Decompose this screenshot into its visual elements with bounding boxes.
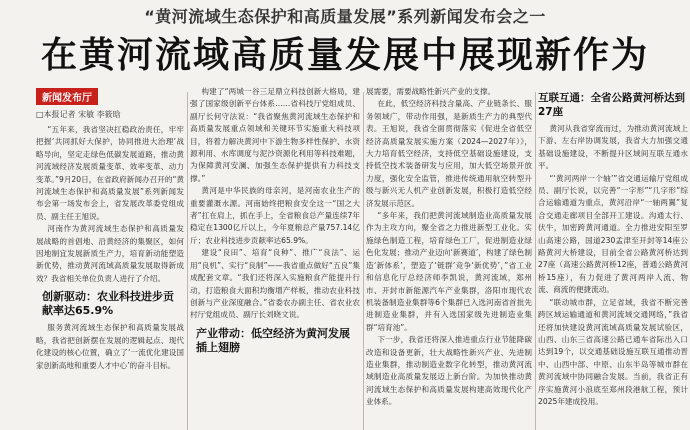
body-paragraph: “联动城市群，立足省域，我省不断完善跨区域运输通道和黄河流域交通网络，”我省还将加快建设黄河流域高质量发展试验区，山西、山东三省高速公路已通车省际出入口达到19个，以交通基础设施互联互通推动晋中、山西中部、中原、山东半岛等城市群在黄河流域中协同融合发展。当前，我省正有序实施黄河小浪底至郑州段港航工程，预计2025年建成投用。: [538, 297, 688, 406]
article-column-1: [36, 86, 184, 430]
article-column-2: [190, 86, 360, 430]
body-paragraph: 建设“良田”、培育“良种”、推广“良法”、运用“良机”、实行“良制”——我省重点做好“五良”集成配套文章。“我们还将深入实施粮食产能提升行动，打造粮食大面积均衡增产样板，推动农业科技创新与产业深度融合。”省委农办副主任、省农业农村厅党组成员、副厅长刘晓文说。: [190, 248, 360, 320]
article-kicker: “黄河流域生态保护和高质量发展”系列新闻发布会之一: [144, 7, 546, 26]
column-divider: [535, 92, 536, 430]
column-divider: [187, 92, 188, 430]
section-subhead: 互联互通：全省公路黄河桥达到27座: [538, 92, 685, 118]
body-paragraph: 河南作为黄河流域生态保护和高质量发展战略的首倡地、沿黄经济的集聚区，如何因地制宜发展新质生产力，培育新动能塑造新优势，推动黄河流域高质量发展取得新成效？我省相关单位负责人进行了介绍。: [36, 224, 184, 283]
section-badge: 新闻发布厅: [36, 88, 98, 105]
reporter-byline: □本报记者 宋敏 李筱晗: [36, 110, 121, 119]
body-paragraph: 构建了“两城一谷三足鼎立科技创新大格局，建强了国家级创新平台体系……省科技厅党组成员、副厅长何守法说：“我省聚焦黄河流域生态保护和高质量发展重点领域和关键环节实施重大科技项目，将着力解决黄河中下游生物多样性保护、水资源利用、水库调度与泥沙资源化利用等科技难题，为保障黄河安澜、加强生态保护提供有力科技支撑。”: [190, 87, 360, 183]
column-divider: [363, 92, 364, 430]
section-subhead: 创新驱动：农业科技进步贡献率达65.9%: [42, 290, 174, 318]
article-headline: 在黄河流域高质量发展中展现新作为: [40, 34, 649, 76]
section-subhead: 产业带动：低空经济为黄河发展插上翅膀: [196, 326, 350, 354]
body-paragraph: “‘黄河两岸一个轴’”省交通运输厅党组成员、副厅长说，以完善“一字形”“几字形”综合运输通道为重点，黄河沿岸“一轴两翼”复合交通走廊项目全部开工建设。沟通太行、伏牛，加密跨黄河通道。全力推进安阳至罗山高速公路，国道230孟津至开封等14座公路黄河大桥建设，目前全省公路黄河桥达到27座（高速公路黄河桥12座，普通公路黄河桥15座），有力促进了黄河两岸人流、物流、商流的便捷流动。: [538, 173, 688, 295]
body-paragraph: 黄河从我省穿流而过，为推动黄河流域上下游、左右岸协调发展，我省大力加强交通基础设施建设，不断提升区域间互联互通水平。: [538, 124, 688, 171]
body-paragraph: 服务黄河流域生态保护和高质量发展战略，我省把创新摆在发展的逻辑起点、现代化建设的核心位置，确立了‘一流优化建设国家创新高地和重要人才中心’的奋斗目标。: [36, 323, 184, 370]
body-paragraph: 展需要，需要战略性新兴产业的支撑。: [366, 87, 496, 96]
body-paragraph: “五年来，我省坚决扛稳政治责任，牢牢把握‘共同抓好大保护，协同推进大治理’战略导向，坚定走绿色低碳发展道路，推动黄河流域经济发展质量变革、效率变革、动力变革。”9月20日，在省政府新闻办召开的“黄河流域生态保护和高质量发展”系列新闻发布会第一场发布会上，省发展改革委党组成员、副主任王旭说。: [36, 125, 184, 221]
article-column-3: [366, 86, 532, 430]
body-paragraph: 在此，低空经济科技含量高、产业链条长、服务领域广，带动作用强，是新质生产力的典型代表。王旭说，我省全面贯彻落实《促进全省低空经济高质量发展实施方案（2024—2027年）》，大力培育低空经济，支持低空基础设施建设，支持低空技术装备研发与应用，加大低空场景开放力度，强化安全监管，推进传统通用航空转型升级与新兴无人机产业创新发展，积极打造低空经济发展示范区。: [366, 99, 532, 208]
article-column-4: [538, 86, 688, 430]
body-paragraph: “多年来，我们把黄河流域制造业高质量发展作为主攻方向，聚全省之力推进新型工业化。实施绿色制造工程，培育绿色工厂，促进制造业绿色化发展；推动产业迈向‘新赛道’，构建了绿色制造‘新体系’，塑造了‘链群’竞争‘新优势’，”省工业和信息化厅总经济师李凯说，黄河流域，郑州市、开封市新能源汽车产业集群，洛阳市现代农机装备制造业集群等6个集群已入选河南省首批先进制造业集群，并有入选国家级先进制造业集群“培育池”。: [366, 211, 532, 332]
body-paragraph: 黄河是中华民族的母亲河，是河南农业生产的重要灌溉水源。河南始终把粮食安全这一“国之大者”扛在肩上，抓在手上，全省粮食总产量连续7年稳定在1300亿斤以上，今年夏粮总产量757.14亿斤；农业科技进步贡献率达65.9%。: [190, 186, 360, 245]
body-paragraph: 下一步，我省还将深入推进重点行业节能降碳改造和设备更新，壮大战略性新兴产业、先进制造业集群，推动制造业数字化转型，推动黄河流域制造业高质量发展迈上新台阶。为加快推动黄河流域生态保护和高质量发展构建高效现代化产业体系。: [366, 335, 532, 407]
